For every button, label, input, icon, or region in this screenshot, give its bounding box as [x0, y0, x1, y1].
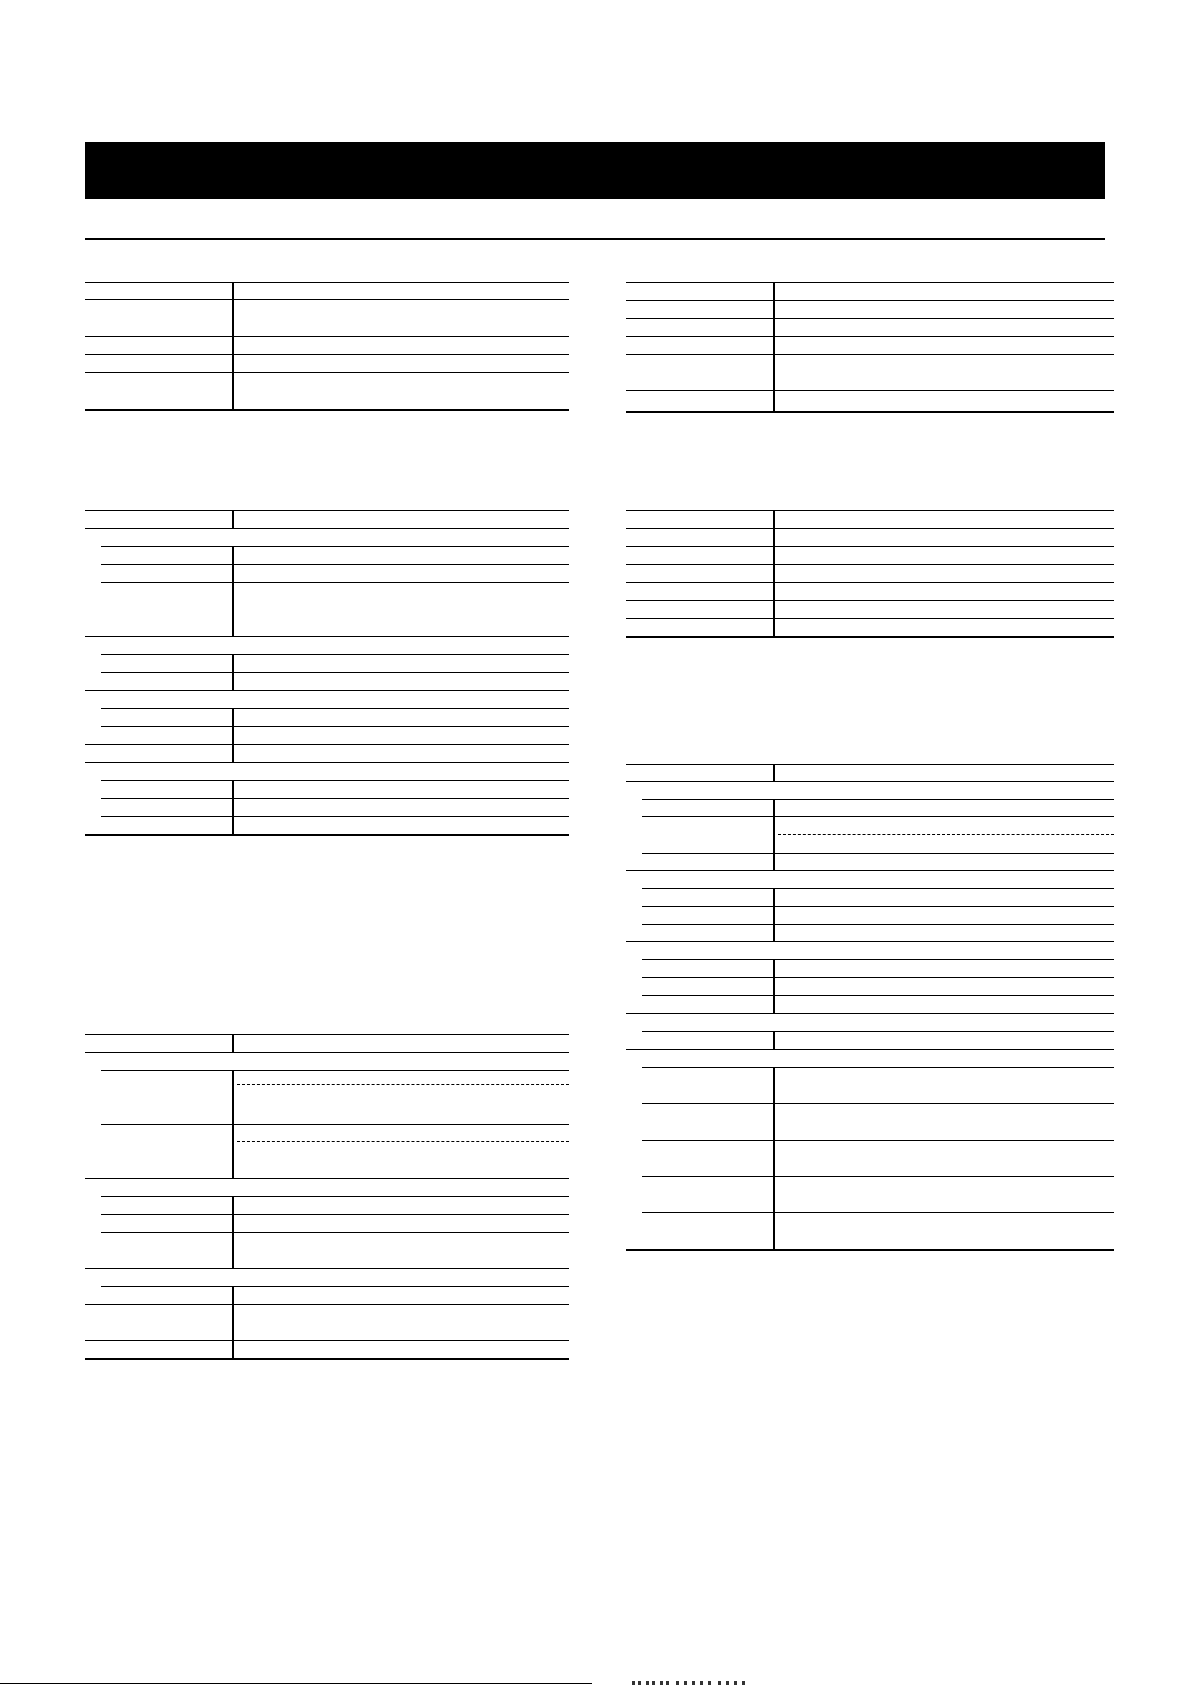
- footer-mark-glyph: [684, 1681, 687, 1685]
- dashed-rule: [237, 1141, 569, 1142]
- table-rule: [101, 564, 569, 565]
- table-rule: [626, 564, 1114, 565]
- table-rule: [626, 1013, 1114, 1014]
- table-rule: [85, 1340, 569, 1341]
- table-rule: [85, 528, 569, 529]
- table-rule: [101, 672, 569, 673]
- table-rule: [642, 816, 1114, 817]
- footer-mark-glyph: [652, 1681, 655, 1685]
- footer-rule: [0, 1683, 592, 1684]
- table-rule: [642, 1140, 1114, 1141]
- table-rule: [101, 546, 569, 547]
- footer-mark-glyph: [646, 1681, 649, 1685]
- table-rule: [85, 834, 569, 836]
- table-rule: [85, 1034, 569, 1035]
- table-rule: [101, 654, 569, 655]
- table-rule: [642, 1031, 1114, 1032]
- column-divider: [232, 282, 234, 409]
- table-rule: [626, 600, 1114, 601]
- table-rule: [642, 888, 1114, 889]
- table-rule: [85, 510, 569, 511]
- spec-table: [85, 282, 569, 411]
- table-rule: [626, 300, 1114, 301]
- table-rule: [85, 1268, 569, 1269]
- table-rule: [101, 1286, 569, 1287]
- spec-table: [626, 510, 1114, 638]
- column-divider: [773, 888, 775, 941]
- dashed-rule: [237, 1084, 569, 1085]
- table-rule: [642, 906, 1114, 907]
- footer-mark-glyph: [660, 1681, 663, 1685]
- footer-mark-glyph: [666, 1681, 669, 1685]
- table-rule: [85, 336, 569, 337]
- table-rule: [642, 1212, 1114, 1213]
- table-rule: [85, 1304, 569, 1305]
- table-rule: [85, 1358, 569, 1360]
- footer-mark-glyph: [726, 1681, 729, 1685]
- table-rule: [626, 1249, 1114, 1251]
- column-divider: [232, 1034, 234, 1052]
- table-rule: [642, 924, 1114, 925]
- table-rule: [101, 726, 569, 727]
- table-rule: [642, 799, 1114, 800]
- column-divider: [232, 546, 234, 636]
- footer-mark-glyph: [632, 1681, 635, 1685]
- table-rule: [626, 411, 1114, 413]
- table-rule: [626, 781, 1114, 782]
- column-divider: [232, 1070, 234, 1178]
- table-rule: [85, 762, 569, 763]
- table-rule: [85, 690, 569, 691]
- table-rule: [626, 390, 1114, 391]
- column-divider: [773, 510, 775, 636]
- header-rule: [85, 238, 1105, 240]
- footer-mark-glyph: [676, 1681, 679, 1685]
- table-rule: [642, 977, 1114, 978]
- table-rule: [101, 582, 569, 583]
- table-rule: [85, 1178, 569, 1179]
- table-rule: [85, 1052, 569, 1053]
- table-rule: [626, 354, 1114, 355]
- table-rule: [626, 546, 1114, 547]
- footer-mark: [632, 1680, 750, 1685]
- table-rule: [626, 618, 1114, 619]
- table-rule: [642, 1176, 1114, 1177]
- table-rule: [626, 282, 1114, 283]
- table-rule: [101, 1124, 569, 1125]
- table-rule: [101, 780, 569, 781]
- table-rule: [626, 941, 1114, 942]
- table-rule: [626, 870, 1114, 871]
- table-rule: [642, 1103, 1114, 1104]
- column-divider: [232, 780, 234, 834]
- spec-table: [85, 1034, 569, 1360]
- spec-table: [626, 764, 1114, 1251]
- spec-table: [85, 510, 569, 836]
- spec-table: [626, 282, 1114, 413]
- footer-mark-glyph: [734, 1681, 737, 1685]
- header-band: [85, 142, 1105, 199]
- table-rule: [626, 528, 1114, 529]
- column-divider: [232, 1286, 234, 1358]
- table-rule: [626, 764, 1114, 765]
- footer-mark-glyph: [700, 1681, 703, 1685]
- table-rule: [85, 299, 569, 300]
- table-rule: [85, 409, 569, 411]
- table-rule: [642, 853, 1114, 854]
- table-rule: [101, 1196, 569, 1197]
- column-divider: [773, 764, 775, 781]
- table-rule: [642, 995, 1114, 996]
- column-divider: [773, 1031, 775, 1049]
- table-rule: [626, 582, 1114, 583]
- table-rule: [101, 1070, 569, 1071]
- table-rule: [101, 1214, 569, 1215]
- column-divider: [773, 799, 775, 870]
- column-divider: [232, 654, 234, 690]
- footer-mark-glyph: [692, 1681, 695, 1685]
- table-rule: [626, 510, 1114, 511]
- table-rule: [85, 372, 569, 373]
- table-rule: [85, 354, 569, 355]
- table-rule: [101, 798, 569, 799]
- table-rule: [626, 636, 1114, 638]
- column-divider: [773, 1067, 775, 1249]
- table-rule: [626, 1049, 1114, 1050]
- table-rule: [101, 816, 569, 817]
- footer-mark-glyph: [742, 1681, 745, 1685]
- column-divider: [232, 510, 234, 528]
- table-rule: [85, 744, 569, 745]
- column-divider: [773, 282, 775, 411]
- column-divider: [773, 959, 775, 1013]
- table-rule: [85, 636, 569, 637]
- table-rule: [642, 1067, 1114, 1068]
- table-rule: [101, 1232, 569, 1233]
- footer-mark-glyph: [708, 1681, 711, 1685]
- table-rule: [101, 708, 569, 709]
- table-rule: [626, 318, 1114, 319]
- dashed-rule: [778, 834, 1114, 835]
- footer-mark-glyph: [638, 1681, 641, 1685]
- table-rule: [85, 282, 569, 283]
- column-divider: [232, 708, 234, 762]
- footer-mark-glyph: [718, 1681, 721, 1685]
- table-rule: [626, 336, 1114, 337]
- table-rule: [642, 959, 1114, 960]
- column-divider: [232, 1196, 234, 1268]
